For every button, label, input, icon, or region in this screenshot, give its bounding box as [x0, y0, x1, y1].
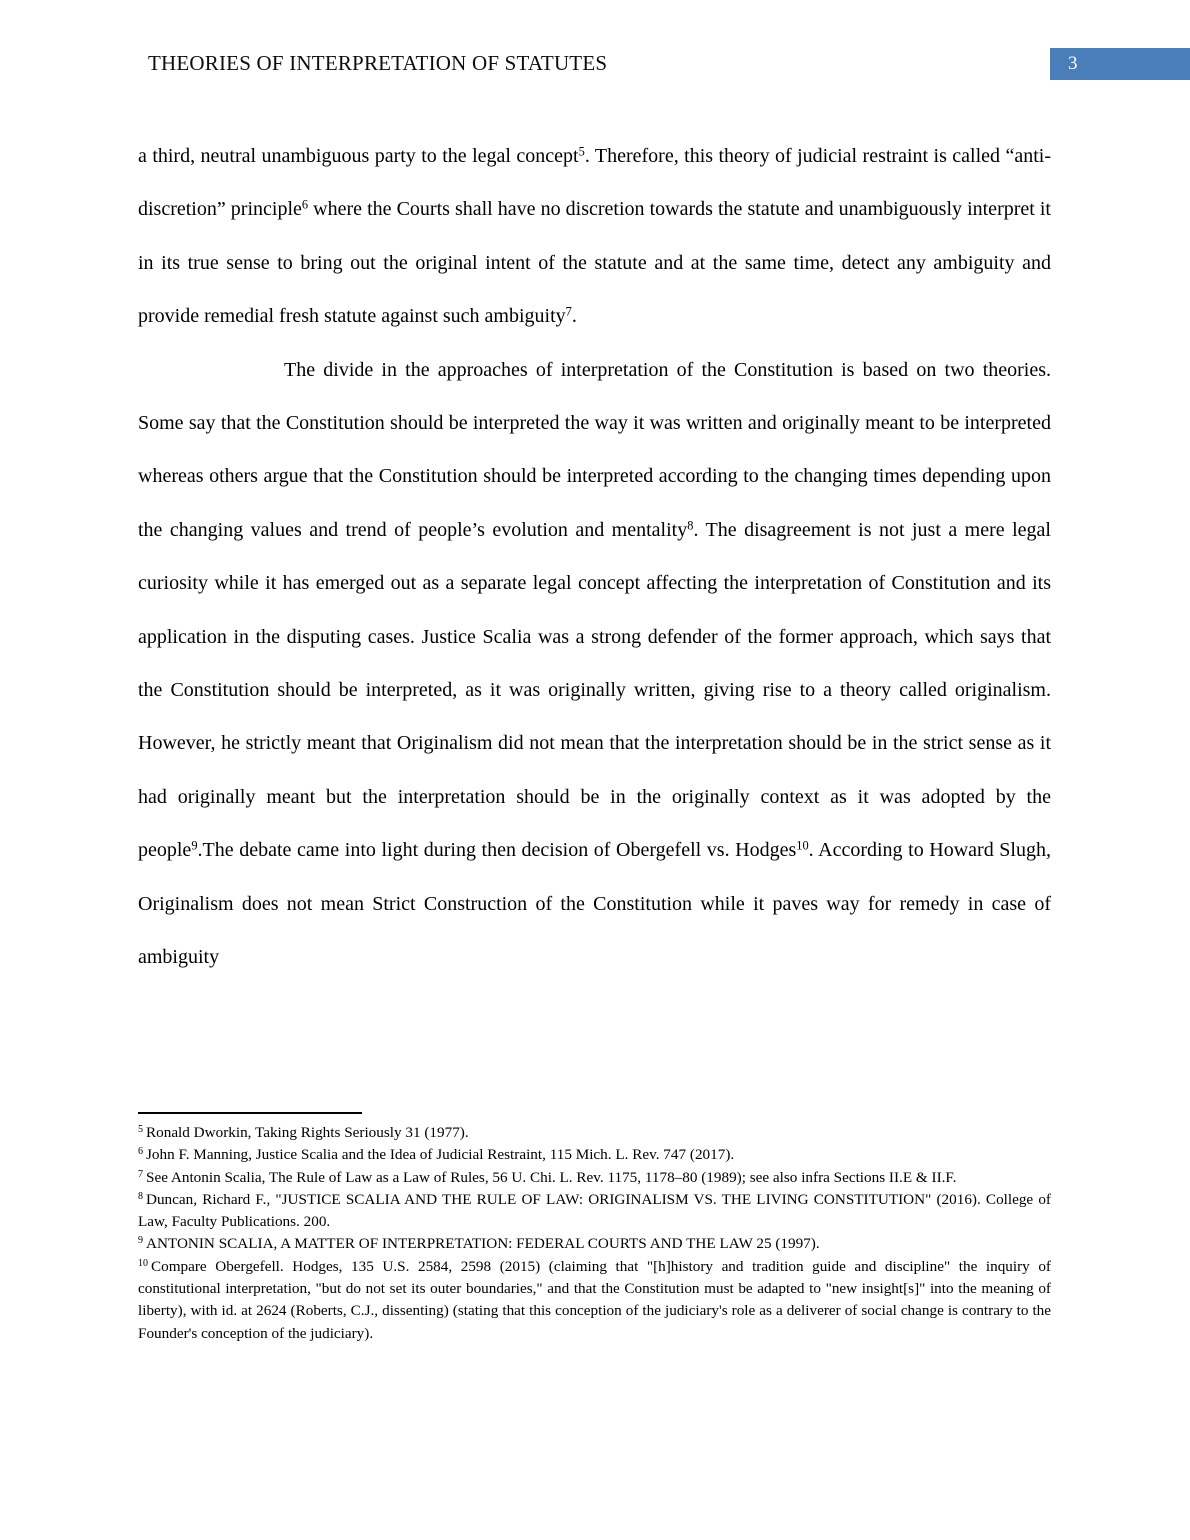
footnote-section — [138, 1112, 1051, 1345]
footnote-number: 6 — [138, 1146, 143, 1158]
page-number: 3 — [1068, 53, 1078, 74]
footnote-reference-marker[interactable]: 6 — [301, 197, 309, 212]
footnote-list — [138, 1122, 1051, 1345]
footnote-text: Duncan, Richard F., "JUSTICE SCALIA AND THE RULE OF LAW: ORIGINALISM VS. THE LIVING CONSTITUTION" (2016). College of Law, Faculty Publications. 200. — [138, 1190, 1051, 1231]
footnote-text: Compare Obergefell. Hodges, 135 U.S. 2584, 2598 (2015) (claiming that "[h]history and tradition guide and discipline" the inquiry of constitutional interpretation, "but do not set its outer boundaries," and that the Constitution must be adapted to "new insight[s]" into the meaning of liberty), with id. at 2624 (Roberts, C.J., dissenting) (stating that this conception of the judiciary's role as a deliverer of social change is contrary to the Founder's conception of the judiciary). — [138, 1257, 1051, 1342]
footnote-reference-marker[interactable]: 5 — [578, 144, 585, 159]
body-paragraph: a third, neutral unambiguous party to the legal concept$^5$. Therefore, this theory of judicial restraint is called “anti-discretion” principle$^6$ where the Courts shall have no discretion towards the statute and unambiguously interpret it in its true sense to bring out the original intent of the statute and at the same time, detect any ambiguity and provide remedial fresh statute against such ambiguity$^7$. — [138, 144, 1051, 328]
running-header — [0, 48, 1190, 88]
footnote-reference-marker[interactable]: 9 — [191, 838, 198, 853]
footnote-number: 7 — [138, 1168, 143, 1180]
page-number-badge — [1050, 48, 1190, 80]
footnote-reference-marker[interactable]: 8 — [687, 518, 694, 533]
footnote-separator-rule — [138, 1112, 362, 1114]
footnote-number: 5 — [138, 1124, 143, 1135]
body-text-column — [138, 130, 1051, 985]
footnote-entry — [138, 1233, 1051, 1255]
footnote-text: ANTONIN SCALIA, A MATTER OF INTERPRETATION: FEDERAL COURTS AND THE LAW 25 (1997). — [146, 1235, 820, 1253]
body-paragraph: The divide in the approaches of interpretation of the Constitution is based on two theories. Some say that the Constitution should be interpreted the way it was written and originally meant to be interpreted whereas others argue that the Constitution should be interpreted according to the changing times depending upon the changing values and trend of people’s evolution and mentality$^8$. The disagreement is not just a mere legal curiosity while it has emerged out as a separate legal concept affecting the interpretation of Constitution and its application in the disputing cases. Justice Scalia was a strong defender of the former approach, which says that the Constitution should be interpreted, as it was originally written, giving rise to a theory called originalism. However, he strictly meant that Originalism did not mean that the interpretation should be in the strict sense as it had originally meant but the interpretation should be in the originally context as it was adopted by the people$^9$.The debate came into light during then decision of Obergefell vs. Hodges$^{10}$. According to Howard Slugh, Originalism does not mean Strict Construction of the Constitution while it paves way for remedy in case of ambiguity — [138, 358, 1051, 969]
footnote-entry — [138, 1189, 1051, 1234]
footnote-entry — [138, 1167, 1051, 1189]
footnote-text: Ronald Dworkin, Taking Rights Seriously 31 (1977). — [146, 1124, 469, 1141]
footnote-number: 9 — [138, 1235, 143, 1247]
footnote-text: John F. Manning, Justice Scalia and the Idea of Judicial Restraint, 115 Mich. L. Rev. 747 (2017). — [146, 1146, 735, 1164]
footnote-text: See Antonin Scalia, The Rule of Law as a Law of Rules, 56 U. Chi. L. Rev. 1175, 1178–80 (1989); see also infra Sections II.E & II.F. — [146, 1168, 957, 1186]
footnote-reference-marker[interactable]: 10 — [796, 838, 809, 853]
footnote-entry — [138, 1122, 1051, 1144]
footnote-number: 10 — [138, 1257, 148, 1269]
footnote-entry — [138, 1144, 1051, 1166]
page-title: THEORIES OF INTERPRETATION OF STATUTES — [148, 51, 608, 75]
footnote-entry — [138, 1256, 1051, 1345]
footnote-number: 8 — [138, 1190, 143, 1202]
footnote-reference-marker[interactable]: 7 — [565, 304, 572, 319]
